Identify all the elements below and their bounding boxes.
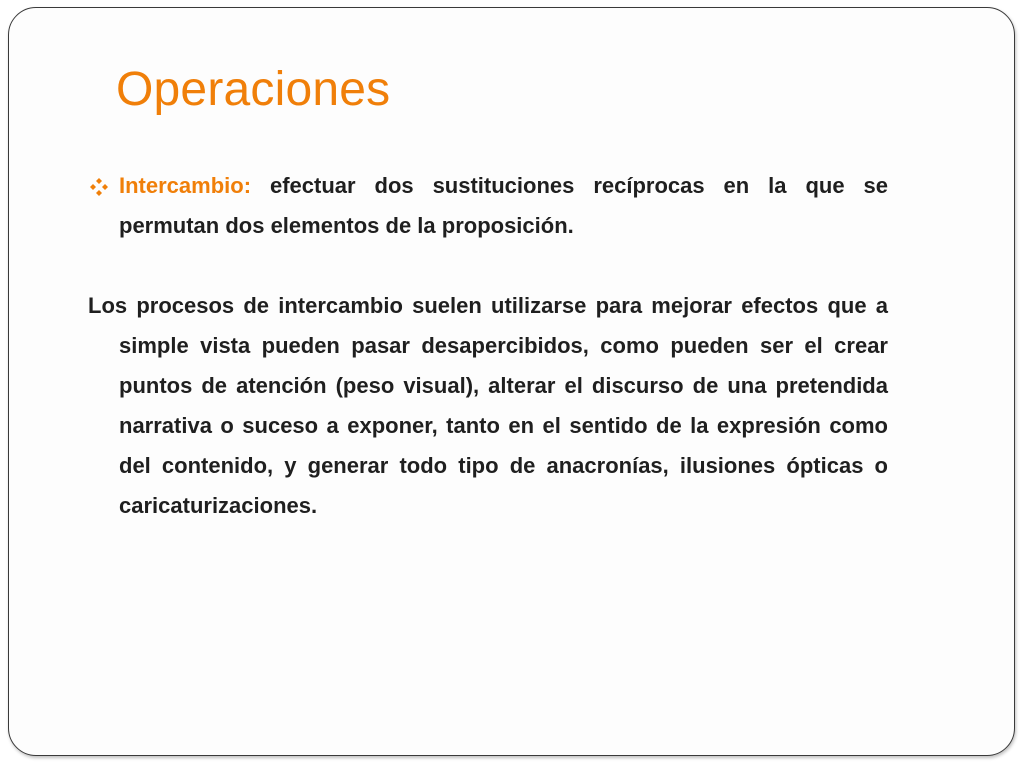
- slide-content: [88, 166, 888, 526]
- slide-title: Operaciones: [116, 63, 391, 116]
- bullet-text: efectuar dos sustituciones recíprocas en la que se permutan dos elementos de la proposición.: [119, 173, 888, 238]
- diamond-bullet-icon: [90, 178, 108, 196]
- body-paragraph: Los procesos de intercambio suelen utilizarse para mejorar efectos que a simple vista pueden pasar desapercibidos, como pueden ser el crear puntos de atención (peso visual), alterar el discurso de una pretendida narrativa o suceso a exponer, tanto en el sentido de la expresión como del contenido, y generar todo tipo de anacronías, ilusiones ópticas o caricaturizaciones.: [88, 293, 888, 518]
- bullet-term: Intercambio:: [119, 173, 252, 198]
- bullet-item: [88, 166, 888, 246]
